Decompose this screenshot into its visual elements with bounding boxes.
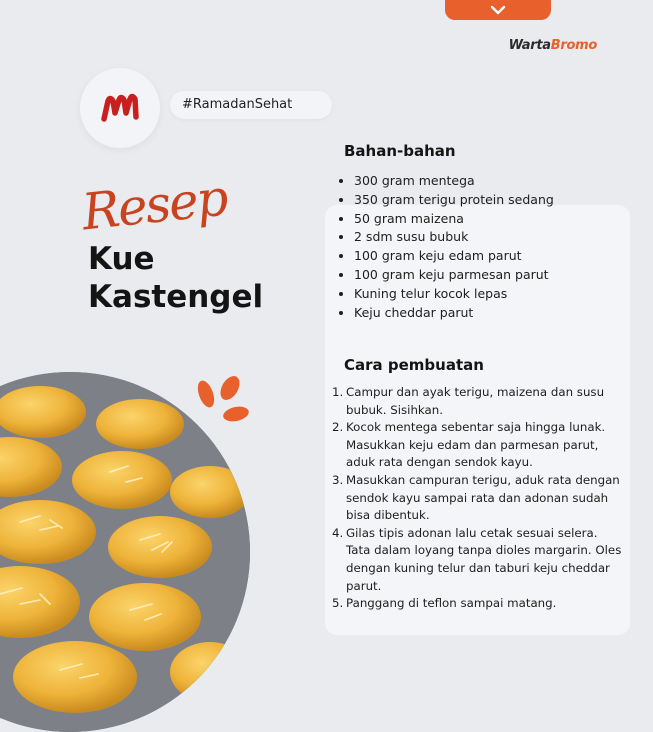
ingredient-item: • 100 gram keju edam parut xyxy=(354,247,554,266)
step-item xyxy=(332,472,624,525)
ingredient-item: • Keju cheddar parut xyxy=(354,304,554,323)
ingredient-item: • 50 gram maizena xyxy=(354,210,554,229)
ingredient-item: • Kuning telur kocok lepas xyxy=(354,285,554,304)
ingredients-heading: Bahan-bahan xyxy=(344,142,456,160)
hashtag-pill: #RamadanSehat xyxy=(170,91,332,119)
ingredient-item: • 350 gram terigu protein sedang xyxy=(354,191,554,210)
script-word: Resep xyxy=(79,168,230,242)
step-item xyxy=(332,525,624,595)
expand-tab[interactable] xyxy=(445,0,551,20)
ingredient-item: • 2 sdm susu bubuk xyxy=(354,228,554,247)
steps-heading: Cara pembuatan xyxy=(344,356,484,374)
step-text: Masukkan campuran terigu, aduk rata dengan sendok kayu sampai rata dan adonan sudah bisa dibentuk. xyxy=(346,472,620,523)
ingredient-item: • 300 gram mentega xyxy=(354,172,554,191)
step-item xyxy=(332,595,624,613)
step-text: Panggang di teflon sampai matang. xyxy=(346,596,557,611)
recipe-title xyxy=(88,240,263,316)
step-item xyxy=(332,384,624,419)
logo-badge xyxy=(80,68,160,148)
chevron-down-icon xyxy=(490,5,506,15)
step-number: 1. xyxy=(332,385,344,399)
step-number: 3. xyxy=(332,472,344,487)
step-text: Campur dan ayak terigu, maizena dan susu bubuk. Sisihkan. xyxy=(346,385,605,417)
step-text: Kocok mentega sebentar saja hingga lunak. Masukkan keju edam dan parmesan parut, aduk rata dengan sendok kayu. xyxy=(346,420,606,470)
step-text: Gilas tipis adonan lalu cetak sesuai selera. Tata dalam loyang tanpa dioles margarin. Oles dengan kuning telur dan taburi keju cheddar parut. xyxy=(346,525,622,593)
brand-logo xyxy=(509,38,597,53)
step-number: 2. xyxy=(332,420,344,435)
step-item xyxy=(332,419,624,472)
title-line-1: Kue xyxy=(88,241,155,277)
ingredient-item: • 100 gram keju parmesan parut xyxy=(354,266,554,285)
step-number: 4. xyxy=(332,525,344,540)
title-line-2: Kastengel xyxy=(88,279,264,315)
step-number: 5. xyxy=(332,596,344,611)
brand-name-part1: Warta xyxy=(508,38,551,53)
m-logo-icon xyxy=(100,93,140,123)
ingredients-list xyxy=(338,172,554,322)
splash-icon xyxy=(192,376,256,432)
steps-list xyxy=(332,384,624,613)
brand-name-part2: Bromo xyxy=(550,38,597,53)
